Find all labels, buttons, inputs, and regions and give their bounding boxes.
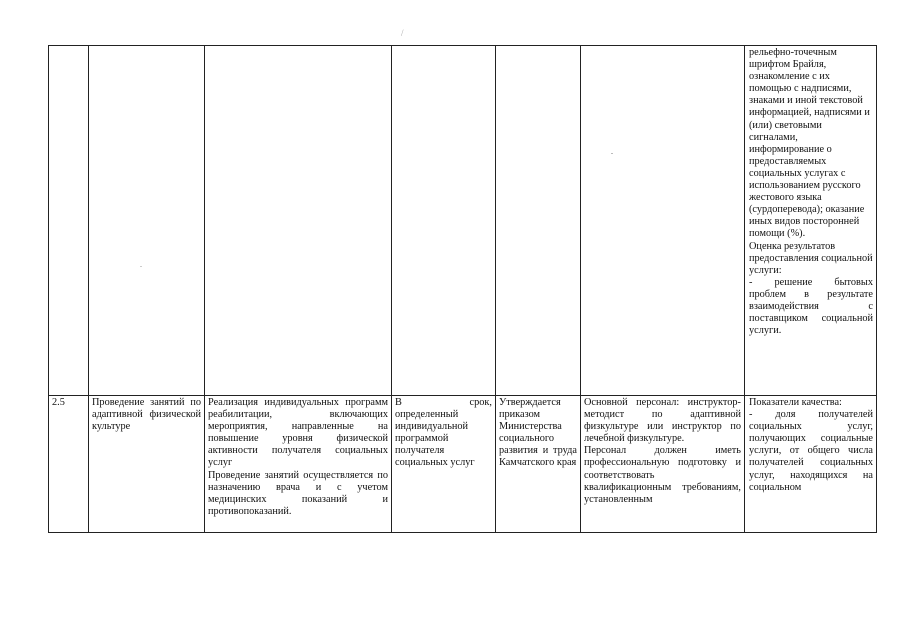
cell-text: Оценка результатов предоставления социальной услуги:	[749, 240, 873, 276]
cell-text: - доля получателей социальных услуг, получающих социальные услуги, от общего числа получателей социальных услуг, находящихся на социальном	[749, 409, 873, 493]
service-content	[205, 396, 392, 533]
cell-text: Проведение занятий осуществляется по назначению врача и с учетом медицинских показаний и противопоказаний.	[208, 469, 388, 517]
table-cell	[581, 46, 745, 396]
table-cell-indicators	[745, 46, 877, 396]
service-staff	[581, 396, 745, 533]
cell-text: Показатели качества:	[749, 397, 842, 408]
table-row	[49, 396, 877, 533]
cell-text: рельефно-точечным шрифтом Брайля, ознакомление с их помощью с надписями, знаками и иной текстовой информацией, надписями и (или) световыми сигналами, информирование о предоставляемых социальных услугах с использованием русского жестового языка (сурдоперевода); оказание иных видов посторонней помощи (%).	[749, 47, 870, 240]
table-cell	[392, 46, 496, 396]
cell-text: Реализация индивидуальных программ реабилитации, включающих мероприятия, направленные на повышение уровня физической активности получателя социальных услуг	[208, 397, 388, 469]
service-name: Проведение занятий по адаптивной физической культуре	[89, 396, 205, 533]
cell-text: Основной персонал: инструктор-методист по адаптивной физкультуре или инструктор по лечебной физкультуре.	[584, 397, 741, 445]
page-mark: /	[401, 28, 404, 38]
table-row	[49, 46, 877, 396]
cell-text: Персонал должен иметь профессиональную подготовку и соответствовать квалификационным требованиям, установленным	[584, 445, 741, 505]
services-table	[48, 45, 877, 533]
table-cell	[49, 46, 89, 396]
quality-indicators	[745, 396, 877, 533]
cell-text: - решение бытовых проблем в результате взаимодействия с поставщиком социальной услуги.	[749, 276, 873, 337]
service-standard: Утверждается приказом Министерства социального развития и труда Камчатского края	[496, 396, 581, 533]
table-cell	[205, 46, 392, 396]
row-number: 2.5	[49, 396, 89, 533]
table-cell	[89, 46, 205, 396]
table-cell	[496, 46, 581, 396]
service-term: В срок, определенный индивидуальной программой получателя социальных услуг	[392, 396, 496, 533]
